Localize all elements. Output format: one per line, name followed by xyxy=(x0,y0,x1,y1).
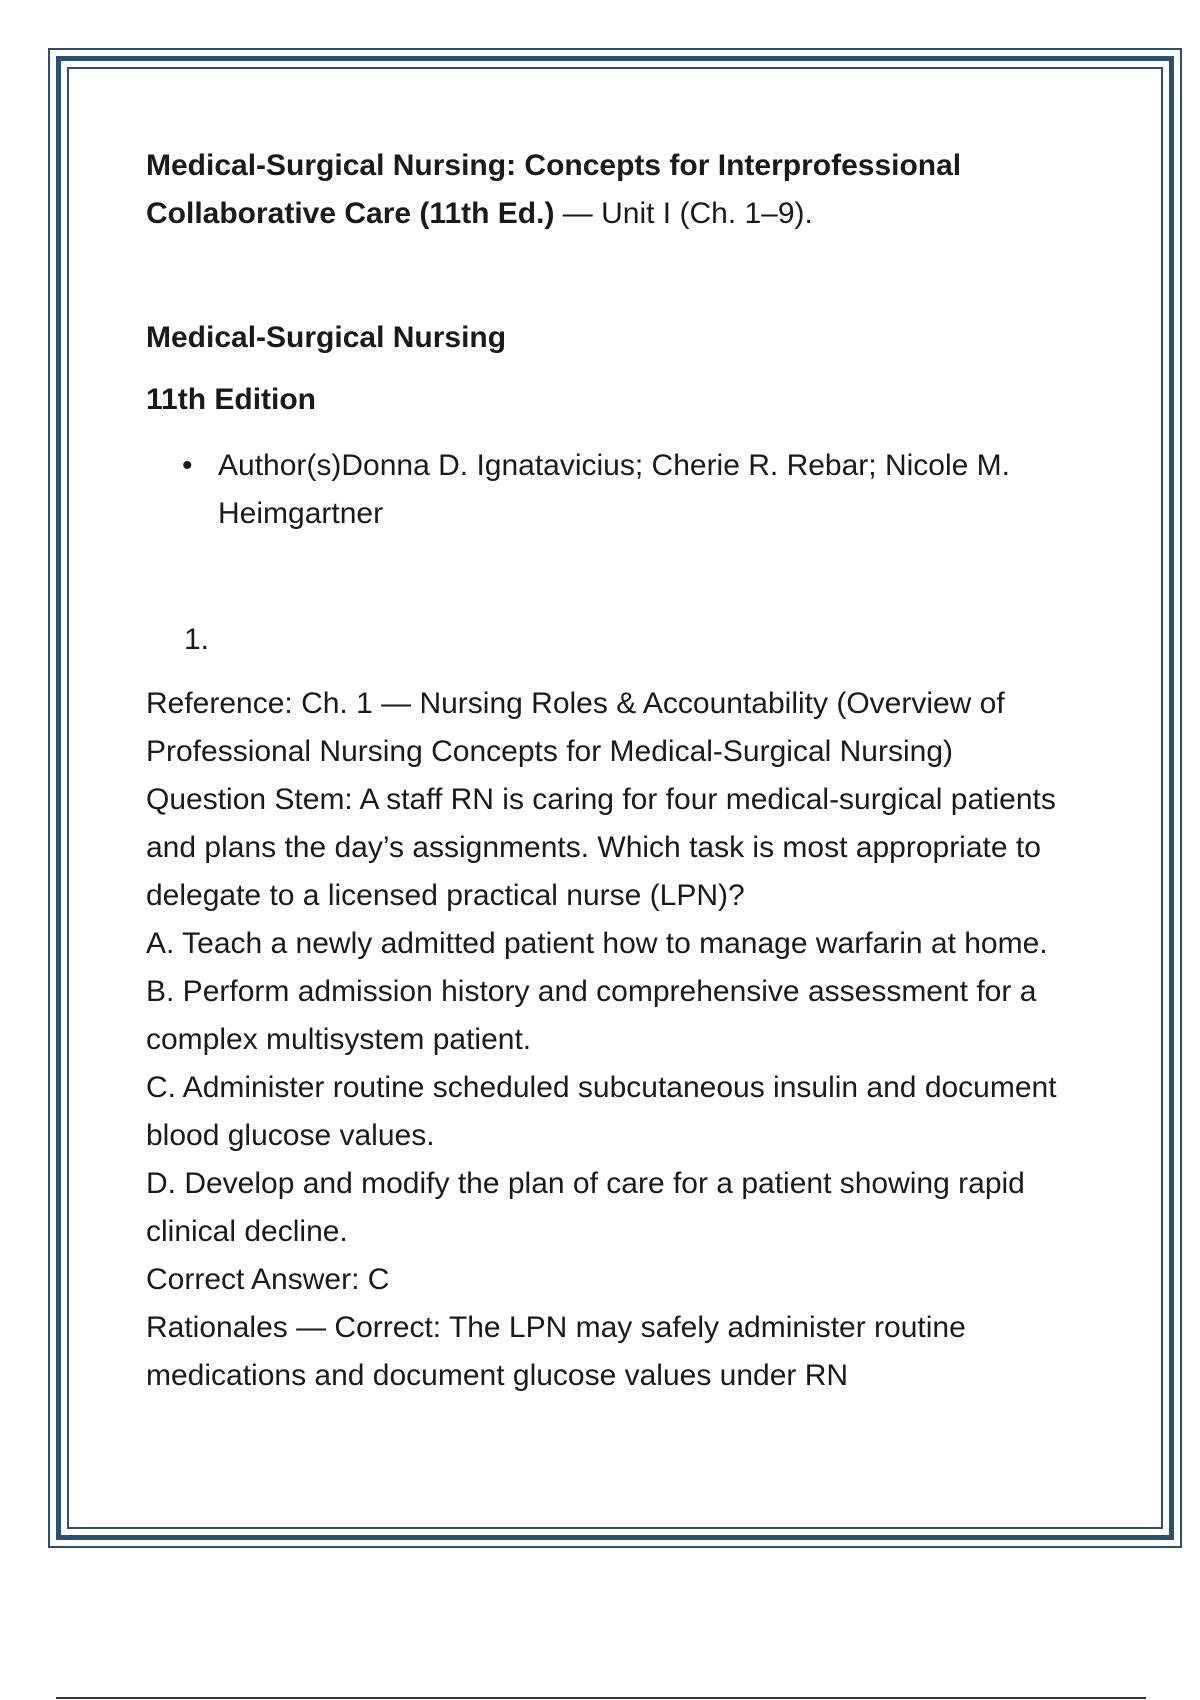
document-title-bold: Medical-Surgical Nursing: Concepts for Interprofessional Collaborative Care (11th Ed.) xyxy=(146,149,962,230)
document-title xyxy=(146,142,1096,238)
question-number: 1. xyxy=(184,623,210,656)
authors-text: Author(s)Donna D. Ignatavicius; Cherie R. Rebar; Nicole M. Heimgartner xyxy=(218,449,1010,530)
answer-option-a: A. Teach a newly admitted patient how to manage warfarin at home. xyxy=(146,927,1048,960)
document-title-unit: — Unit I (Ch. 1–9). xyxy=(554,197,813,230)
bullet-icon: • xyxy=(182,449,193,482)
bottom-divider xyxy=(56,1697,1146,1699)
rationale: Rationales — Correct: The LPN may safely administer routine medications and document glucose values under RN xyxy=(146,1311,966,1392)
answer-option-b: B. Perform admission history and comprehensive assessment for a complex multisystem patient. xyxy=(146,975,1037,1056)
question-body xyxy=(146,680,1096,1400)
author-list xyxy=(146,442,1096,538)
book-edition: 11th Edition xyxy=(146,383,317,416)
answer-option-d: D. Develop and modify the plan of care for a patient showing rapid clinical decline. xyxy=(146,1167,1025,1248)
question-stem: Question Stem: A staff RN is caring for four medical-surgical patients and plans the day’s assignments. Which task is most appropriate to delegate to a licensed practical nurse (LPN)? xyxy=(146,783,1056,912)
correct-answer: Correct Answer: C xyxy=(146,1263,390,1296)
document-content xyxy=(146,142,1096,1400)
answer-option-c: C. Administer routine scheduled subcutaneous insulin and document blood glucose values. xyxy=(146,1071,1057,1152)
author-list-item xyxy=(146,442,1096,538)
question-reference: Reference: Ch. 1 — Nursing Roles & Accountability (Overview of Professional Nursing Concepts for Medical-Surgical Nursing) xyxy=(146,687,1005,768)
book-name: Medical-Surgical Nursing xyxy=(146,321,507,354)
